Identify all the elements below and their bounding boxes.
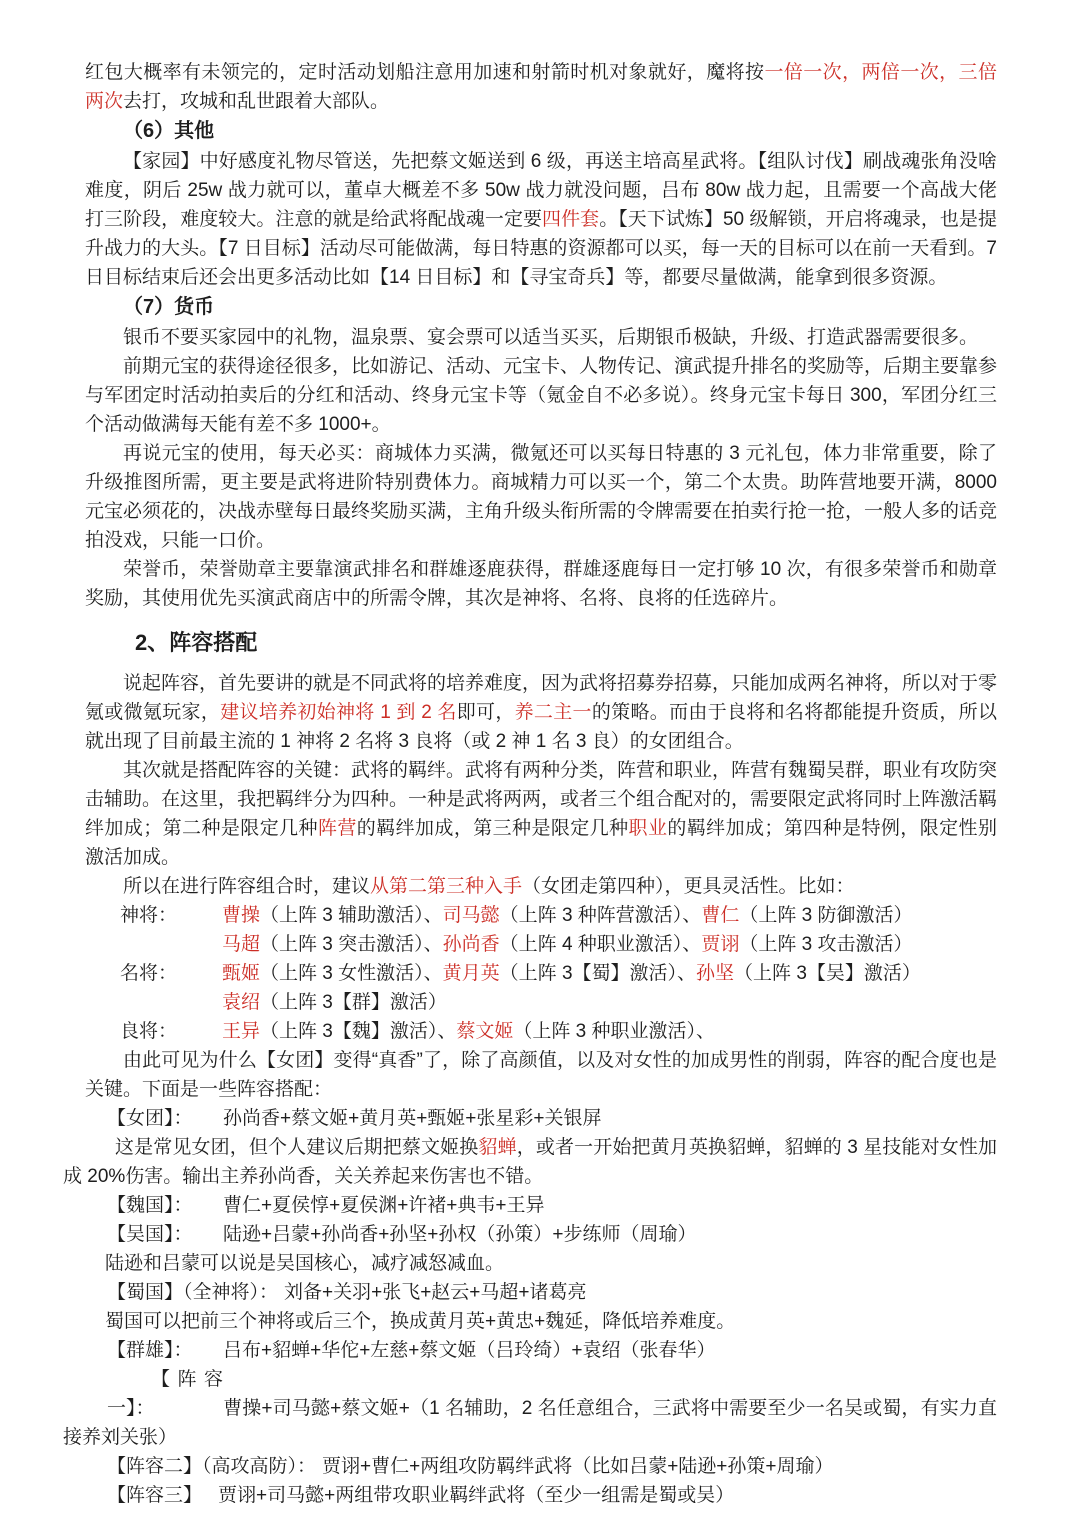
text-run: （上阵 3【吴】激活） [734,963,921,984]
lineup-label: 【阵容三】 [107,1485,203,1506]
para-girl-group-note [63,1133,997,1191]
roster-label: 良将： [120,1021,178,1042]
red-highlight: 四件套 [542,209,600,230]
lineup-wei [85,1191,997,1220]
para-shu-note [85,1307,997,1336]
text-run: 银币不要买家园中的礼物，温泉票、宴会票可以适当买买，后期银币极缺，升级、打造武器需要很多。 [123,327,979,348]
text-run: （上阵 3 辅助激活）、 [260,905,443,926]
lineup-members: 吕布+貂蝉+华佗+左慈+蔡文姬（吕玲绮）+袁绍（张春华） [223,1340,716,1361]
lineup-members: 刘备+关羽+张飞+赵云+马超+诸葛亮 [284,1282,587,1303]
lineup-label: 【吴国】： [107,1224,193,1245]
text-run: 的羁绊加成；第四种是特例，限定性别激活加成。 [85,818,997,868]
para-bond-types [85,756,997,872]
lineup-combo-2 [85,1452,997,1481]
text-run: 即可， [456,702,515,723]
text-run: 由此可见为什么【女团】变得“真香”了，除了高颜值，以及对女性的加成男性的削弱，阵容的配合度也是关键。下面是一些阵容搭配： [85,1050,997,1100]
para-girl-group-why [85,1046,997,1104]
text-run: 再说元宝的使用，每天必买：商城体力买满，微氪还可以买每日特惠的 3 元礼包，体力非常重要，除了升级推图所需，更主要是武将进阶特别费体力。商城精力可以买一个，第二个太贵。助阵营地要开满，8000 元宝必须花的，决战赤壁每日最终奖励买满，主角升级头衔所需的令牌需要在拍卖行抢一抢，一般人多的话竞拍没戏，只能一口价。 [85,443,998,551]
text-run: （上阵 3 攻击激活） [739,934,913,955]
roster-label: 名将： [120,963,178,984]
hero-name: 黄月英 [442,963,500,984]
para-combo-advice [85,872,997,901]
text-run: 的策略。而由于良将和名将都能提升资质，所以就出现了目前最主流的 1 神将 2 名将 3 良将（或 2 神 1 名 3 良）的女团组合。 [85,702,997,752]
roster-mingjiang-2 [85,988,997,1017]
para-yuanbao-usage [85,439,997,555]
red-highlight: 建议培养初始神将 1 到 2 名 [220,702,457,723]
text-run: （上阵 4 种职业激活）、 [499,934,702,955]
para-lineup-intro [85,669,997,756]
lineup-qunxiong [85,1336,997,1365]
hero-name: 蔡文姬 [456,1021,514,1042]
heading-7-currency: （7）货币 [123,296,215,318]
lineup-members: 贾诩+司马懿+两组带攻职业羁绊武将（至少一组需是蜀或吴） [218,1485,735,1506]
text-run: 去打，攻城和乱世跟着大部队。 [123,91,390,112]
lineup-label: 【群雄】： [107,1340,193,1361]
hero-name: 王异 [222,1021,261,1042]
roster-label: 神将： [120,905,178,926]
text-run: （女团走第四种），更具灵活性。比如： [522,876,855,897]
text-run: 。【天下试炼】50 级解锁，开启将魂录，也是提升战力的大头。【7 日目标】活动尽可能做满，每日特惠的资源都可以买，每一天的目标可以在前一天看到。7 日目标结束后还会出更多活动比如【14 日目标】和【寻宝奇兵】等，都要尽量做满，能拿到很多资源。 [85,209,997,288]
roster-shenjiang-1 [85,901,997,930]
text-run: 陆逊和吕蒙可以说是吴国核心，减疗减怒减血。 [105,1253,505,1274]
hero-name: 袁绍 [222,992,261,1013]
lineup-members: 曹操+司马懿+蔡文姬+（1 名辅助，2 名任意组合，三武将中需要至少一名吴或蜀，有实力直接养刘关张） [63,1398,997,1448]
lineup-wu [85,1220,997,1249]
text-run: （上阵 3 女性激活）、 [260,963,443,984]
text-run: （上阵 3【魏】激活）、 [260,1021,457,1042]
red-highlight: 貂蝉 [478,1137,517,1158]
hero-name: 曹操 [222,905,261,926]
text-run: （上阵 3【蜀】激活）、 [499,963,697,984]
text-run: （上阵 3 突击激活）、 [260,934,443,955]
text-run: 蜀国可以把前三个神将或后三个，换成黄月英+黄忠+魏延，降低培养难度。 [105,1311,736,1332]
text-run: 说起阵容，首先要讲的就是不同武将的培养难度，因为武将招募券招募，只能加成两名神将，所以对于零氪或微氪玩家， [85,673,998,723]
roster-mingjiang-1 [85,959,997,988]
red-highlight: 养二主一 [514,702,592,723]
hero-name: 孙坚 [696,963,735,984]
heading-6-other: （6）其他 [123,120,215,142]
para-home-events [85,147,997,292]
text-run: 其次就是搭配阵容的关键：武将的羁绊。武将有两种分类，阵营和职业，阵营有魏蜀吴群，职业有攻防突击辅助。在这里，我把羁绊分为四种。一种是武将两两，或者三个组合配对的，需要限定武将同时上阵激活羁绊加成；第二种是限定几种 [85,760,998,839]
lineup-combo-1 [63,1365,997,1452]
hero-name: 贾诩 [701,934,740,955]
lineup-label: 【阵容二】（高攻高防）： [107,1456,317,1477]
text-run: ，或者一开始把黄月英换貂蝉，貂蝉的 3 星技能对女性加成 20%伤害。输出主养孙尚香，关关养起来伤害也不错。 [63,1137,997,1187]
lineup-shu [85,1278,997,1307]
lineup-label: 【阵容一】： [107,1369,223,1419]
red-highlight: 从第二第三种入手 [370,876,523,897]
text-run: 【家园】中好感度礼物尽管送，先把蔡文姬送到 6 级，再送主培高星武将。【组队讨伐】刷战魂张角没啥难度，阴后 25w 战力就可以，董卓大概差不多 50w 战力就没问题，吕布 80w 战力起，且需要一个高战大佬打三阶段，难度较大。注意的就是给武将配战魂一定要 [85,151,997,230]
text-run: 红包大概率有未领完的，定时活动划船注意用加速和射箭时机对象就好，魔将按 [85,62,765,83]
para-silver-coin [85,323,997,352]
text-run: 前期元宝的获得途径很多，比如游记、活动、元宝卡、人物传记、演武提升排名的奖励等，后期主要靠参与军团定时活动拍卖后的分红和活动、终身元宝卡等（氪金自不必多说）。终身元宝卡每日 300，军团分红三个活动做满每天能有差不多 1000+。 [85,356,998,435]
para-honor-coin [85,555,997,613]
text-run: 所以在进行阵容组合时，建议 [123,876,371,897]
hero-name: 甄姬 [222,963,261,984]
red-highlight: 阵营 [317,818,357,839]
red-highlight: 一倍一次，两倍一次，三倍两次 [85,62,997,112]
text-run: 荣誉币，荣誉勋章主要靠演武排名和群雄逐鹿获得，群雄逐鹿每日一定打够 10 次，有很多荣誉币和勋章奖励，其使用优先买演武商店中的所需令牌，其次是神将、名将、良将的任选碎片。 [85,559,997,609]
roster-liangjiang [85,1017,997,1046]
text-run: （上阵 3 种阵营激活）、 [499,905,702,926]
hero-name: 孙尚香 [442,934,500,955]
lineup-members: 陆逊+吕蒙+孙尚香+孙坚+孙权（孙策）+步练师（周瑜） [223,1224,697,1245]
para-wu-note [85,1249,997,1278]
lineup-members: 孙尚香+蔡文姬+黄月英+甄姬+张星彩+关银屏 [223,1108,602,1129]
lineup-label: 【魏国】： [107,1195,193,1216]
lineup-combo-3 [85,1481,997,1510]
para-red-packet-tips [85,58,997,116]
hero-name: 曹仁 [701,905,740,926]
red-highlight: 职业 [628,818,668,839]
roster-shenjiang-2 [85,930,997,959]
lineup-members: 曹仁+夏侯惇+夏侯渊+许褚+典韦+王异 [223,1195,545,1216]
hero-name: 司马懿 [442,905,500,926]
lineup-members: 贾诩+曹仁+两组攻防羁绊武将（比如吕蒙+陆逊+孙策+周瑜） [322,1456,834,1477]
heading-2-lineup: 2、阵容搭配 [135,630,258,655]
text-run: （上阵 3 防御激活） [739,905,913,926]
lineup-girl-group [85,1104,997,1133]
text-run: （上阵 3【群】激活） [260,992,447,1013]
para-yuanbao-sources [85,352,997,439]
text-run: 这是常见女团，但个人建议后期把蔡文姬换 [115,1137,479,1158]
lineup-label: 【女团】： [107,1108,193,1129]
text-run: （上阵 3 种职业激活）、 [513,1021,716,1042]
text-run: 的羁绊加成，第三种是限定几种 [356,818,629,839]
lineup-label: 【蜀国】（全神将）： [107,1282,279,1303]
hero-name: 马超 [222,934,261,955]
